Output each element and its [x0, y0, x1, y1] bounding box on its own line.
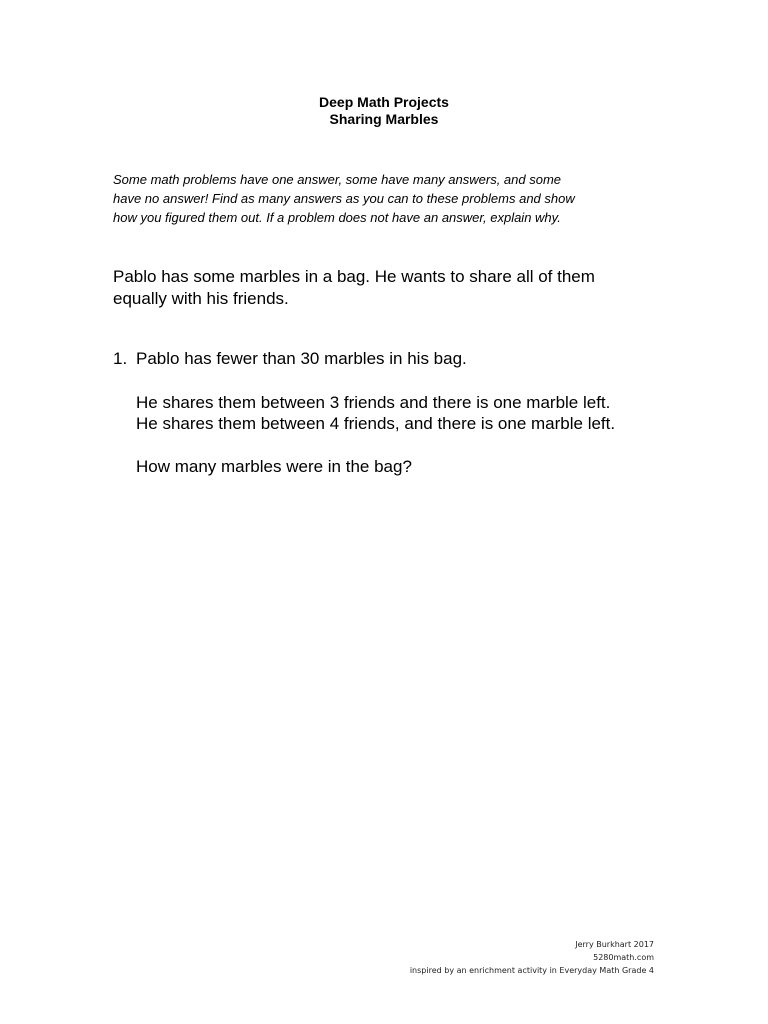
instructions-line: how you figured them out. If a problem does not have an answer, explain why.: [113, 210, 561, 225]
page-title: Deep Math Projects: [319, 94, 449, 110]
intro-line: equally with his friends.: [113, 289, 289, 308]
page-subtitle: Sharing Marbles: [329, 111, 439, 127]
problem-question: How many marbles were in the bag?: [136, 457, 412, 476]
footer-website: 5280math.com: [593, 953, 654, 962]
instructions-line: have no answer! Find as many answers as you can to these problems and show: [113, 191, 575, 206]
intro-line: Pablo has some marbles in a bag. He wants to share all of them: [113, 267, 595, 286]
problem-statement: Pablo has fewer than 30 marbles in his bag.: [136, 349, 467, 368]
footer-credit: inspired by an enrichment activity in Everyday Math Grade 4: [409, 966, 654, 975]
intro-paragraph: [113, 266, 673, 310]
footer-credits: [410, 938, 654, 977]
footer-author: Jerry Burkhart 2017: [575, 940, 654, 949]
instructions-paragraph: [113, 170, 673, 227]
instructions-line: Some math problems have one answer, some have many answers, and some: [113, 172, 562, 187]
problem-number: 1.: [113, 349, 128, 368]
problem-condition-2: He shares them between 4 friends, and there is one marble left.: [136, 414, 616, 433]
problem-condition-1: He shares them between 3 friends and there is one marble left.: [136, 393, 611, 412]
